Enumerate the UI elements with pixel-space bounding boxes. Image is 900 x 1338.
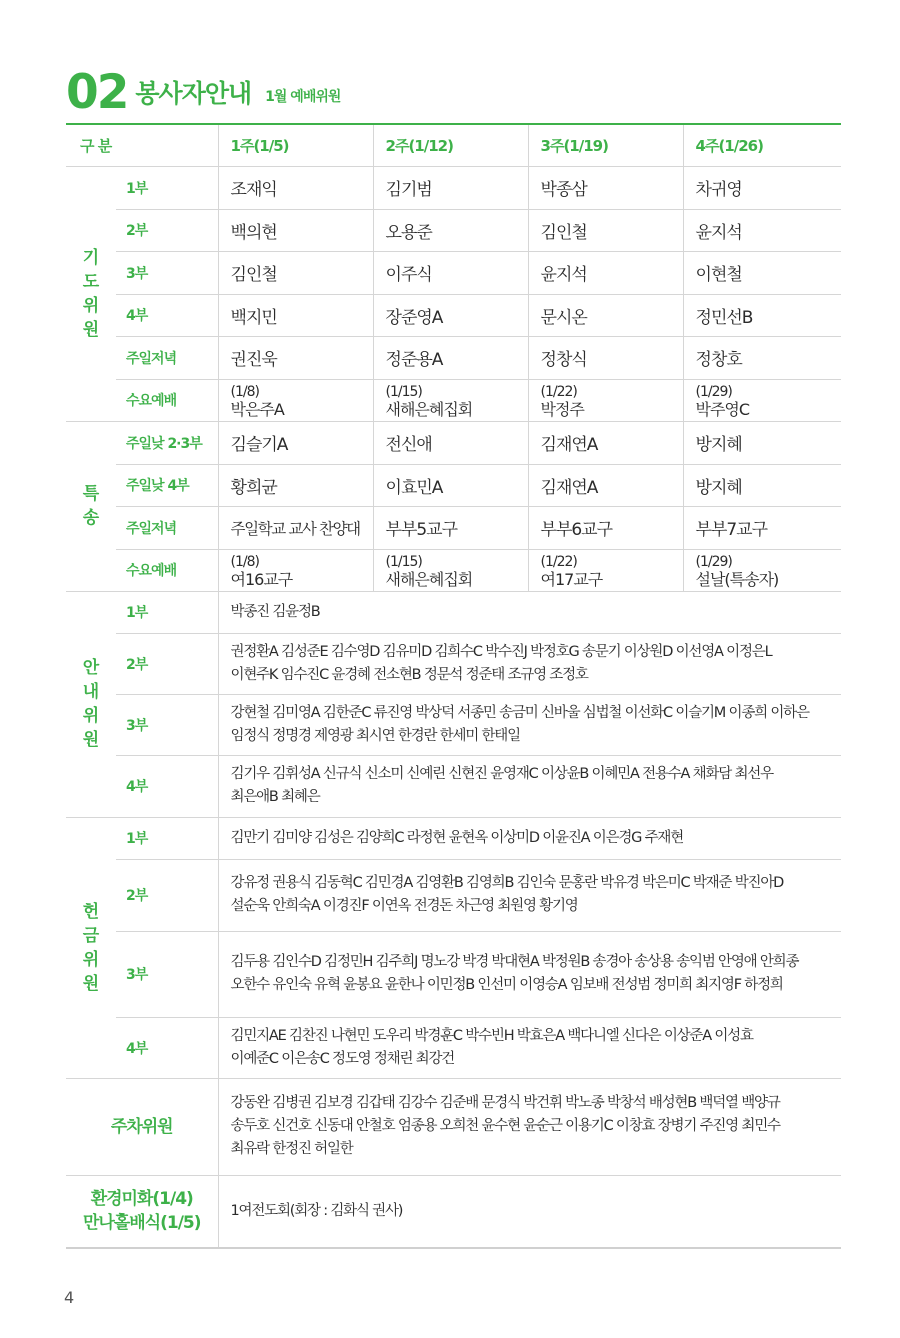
name-text: 여17교구 (540, 570, 603, 589)
table-row (66, 294, 841, 336)
table-row (66, 859, 841, 931)
row-label: 3부 (116, 251, 218, 294)
table-header-row (66, 124, 841, 166)
table-row (66, 379, 841, 421)
names-line: 임정식 정명경 제영광 최시연 한경란 한세미 한태일 (230, 727, 520, 744)
group-offering-text: 헌금위원 (82, 901, 100, 994)
date-text: (1/15) (385, 384, 422, 400)
table-cell: 부부6교구 (528, 506, 683, 549)
row-label: 4부 (116, 1017, 218, 1078)
name-text: 새해은혜집회 (385, 400, 473, 419)
table-cell: 권진욱 (218, 336, 373, 379)
row-label: 수요예배 (116, 549, 218, 591)
table-row (66, 817, 841, 859)
table-cell: 전신애 (373, 421, 528, 464)
names-line: 최은애B 최혜은 (230, 789, 320, 805)
table-cell (218, 549, 373, 591)
names-cell (218, 755, 841, 817)
names-line: 김기우 김휘성A 신규식 신소미 신예린 신현진 윤영재C 이상윤B 이혜민A 전용수A 채화담 최선우 (230, 766, 773, 782)
section-number: 02 (66, 65, 128, 120)
names-line: 박종진 김윤정B (230, 603, 320, 620)
table-cell (683, 379, 841, 421)
table-cell: 김인철 (218, 251, 373, 294)
names-line: 김민지AE 김찬진 나현민 도우리 박경훈C 박수빈H 박효은A 백다니엘 신다은 이상준A 이성효 (230, 1027, 753, 1044)
names-line: 이현주K 임수진C 윤경혜 전소현B 정문석 정준태 조규영 조정호 (230, 666, 588, 683)
table-cell: 정준용A (373, 336, 528, 379)
date-text: (1/22) (540, 384, 577, 400)
table-row (66, 931, 841, 1017)
date-text: (1/8) (230, 554, 259, 570)
group-prayer-label (66, 166, 116, 421)
header-week-1: 1주(1/5) (218, 124, 373, 166)
volunteer-table (66, 123, 841, 1249)
header-week-3: 3주(1/19) (528, 124, 683, 166)
name-text: 박은주A (230, 400, 284, 419)
table-cell: 정민선B (683, 294, 841, 336)
table-row (66, 506, 841, 549)
header-week-4: 4주(1/26) (683, 124, 841, 166)
names-cell (218, 817, 841, 859)
table-cell (373, 549, 528, 591)
row-label: 1부 (116, 817, 218, 859)
names-cell (218, 1017, 841, 1078)
table-cell (528, 379, 683, 421)
table-row (66, 251, 841, 294)
names-line: 김만기 김미양 김성은 김양희C 라정현 윤현옥 이상미D 이윤진A 이은경G 주재현 (230, 829, 684, 846)
table-row (66, 209, 841, 251)
table-cell: 김기범 (373, 166, 528, 209)
row-label: 주일저녁 (116, 336, 218, 379)
env-text: 1여전도회(회장 : 김화식 권사) (218, 1175, 841, 1248)
section-subtitle: 1월 예배위원 (265, 89, 341, 105)
table-cell: 차귀영 (683, 166, 841, 209)
names-cell (218, 633, 841, 694)
group-prayer-text: 기도위원 (82, 247, 100, 340)
names-line: 오한수 유인숙 유혁 윤봉요 윤한나 이민정B 인선미 이영승A 임보배 전성범 정미희 최지영F 하정희 (230, 977, 783, 993)
table-cell (683, 549, 841, 591)
table-row (66, 1017, 841, 1078)
table-row (66, 421, 841, 464)
names-cell (218, 591, 841, 633)
row-label: 2부 (116, 633, 218, 694)
table-row (66, 755, 841, 817)
names-line: 강유정 권용식 김동혁C 김민경A 김영환B 김영희B 김인숙 문홍란 박유경 박은미C 박재준 박진아D (230, 875, 784, 891)
names-cell (218, 859, 841, 931)
table-cell: 이현철 (683, 251, 841, 294)
group-usher-text: 안내위원 (82, 658, 100, 750)
table-cell: 방지혜 (683, 421, 841, 464)
env-label-line: 환경미화(1/4) (90, 1189, 193, 1210)
table-cell: 주일학교 교사 찬양대 (218, 506, 373, 549)
row-label: 주일낮 2·3부 (116, 421, 218, 464)
table-cell: 박종삼 (528, 166, 683, 209)
table-row (66, 694, 841, 755)
table-row (66, 1175, 841, 1248)
names-line: 최유락 한정진 허일한 (230, 1141, 353, 1157)
table-cell (373, 379, 528, 421)
table-cell: 김재연A (528, 464, 683, 506)
table-cell: 정창호 (683, 336, 841, 379)
name-text: 여16교구 (230, 570, 293, 589)
names-line: 김두용 김인수D 김정민H 김주희J 명노강 박경 박대현A 박정원B 송경아 송상용 송익범 안영애 안희종 (230, 954, 799, 970)
row-label: 2부 (116, 209, 218, 251)
row-label: 4부 (116, 755, 218, 817)
table-row (66, 633, 841, 694)
table-row (66, 166, 841, 209)
row-label: 1부 (116, 166, 218, 209)
table-cell: 장준영A (373, 294, 528, 336)
table-cell: 김인철 (528, 209, 683, 251)
name-text: 박정주 (540, 400, 584, 419)
row-label: 4부 (116, 294, 218, 336)
names-line: 설순욱 안희숙A 이경진F 이연옥 전경돈 차근영 최원영 황기영 (230, 898, 578, 914)
table-row (66, 464, 841, 506)
row-label: 3부 (116, 694, 218, 755)
row-label: 1부 (116, 591, 218, 633)
table-cell: 백의현 (218, 209, 373, 251)
name-text: 새해은혜집회 (385, 570, 473, 589)
env-label-line: 만나홀배식(1/5) (83, 1213, 201, 1234)
row-label: 3부 (116, 931, 218, 1017)
table-row (66, 591, 841, 633)
env-label (66, 1175, 218, 1248)
name-text: 설날(특송자) (695, 570, 779, 589)
row-label: 수요예배 (116, 379, 218, 421)
group-offering-label (66, 817, 116, 1078)
table-cell: 황희균 (218, 464, 373, 506)
table-cell: 부부7교구 (683, 506, 841, 549)
table-row (66, 336, 841, 379)
table-row (66, 549, 841, 591)
table-cell: 이주식 (373, 251, 528, 294)
header-week-2: 2주(1/12) (373, 124, 528, 166)
page-number: 4 (64, 1288, 75, 1307)
names-line: 이예준C 이은송C 정도영 정채린 최강건 (230, 1050, 455, 1067)
table-cell (528, 549, 683, 591)
names-cell (218, 931, 841, 1017)
table-cell: 문시온 (528, 294, 683, 336)
row-label: 주일저녁 (116, 506, 218, 549)
names-line: 강동완 김병권 김보경 김갑태 김강수 김준배 문경식 박건휘 박노종 박창석 배성현B 백덕열 백양규 (230, 1095, 780, 1111)
date-text: (1/8) (230, 384, 259, 400)
table-cell: 오용준 (373, 209, 528, 251)
date-text: (1/15) (385, 554, 422, 570)
date-text: (1/29) (695, 554, 732, 570)
table-row (66, 1078, 841, 1175)
table-cell: 이효민A (373, 464, 528, 506)
names-line: 송두호 신건호 신동대 안철호 엄종용 오희천 윤수현 윤순근 이용기C 이창효 장병기 주진영 최민수 (230, 1118, 780, 1134)
group-special-text: 특송 (82, 484, 100, 528)
group-special-label (66, 421, 116, 591)
table-cell: 백지민 (218, 294, 373, 336)
table-cell: 방지혜 (683, 464, 841, 506)
section-header (66, 62, 340, 118)
date-text: (1/29) (695, 384, 732, 400)
names-cell (218, 1078, 841, 1175)
parking-label: 주차위원 (66, 1078, 218, 1175)
table-cell: 조재익 (218, 166, 373, 209)
table-cell: 정창식 (528, 336, 683, 379)
section-title: 봉사자안내 (135, 79, 252, 108)
table-cell: 김슬기A (218, 421, 373, 464)
table-cell (218, 379, 373, 421)
table-cell: 부부5교구 (373, 506, 528, 549)
table-cell: 윤지석 (683, 209, 841, 251)
names-line: 강현철 김미영A 김한준C 류진영 박상덕 서종민 송금미 신바울 심법철 이선화C 이슬기M 이종희 이하은 (230, 704, 809, 721)
table-cell: 윤지석 (528, 251, 683, 294)
header-category: 구 분 (66, 124, 218, 166)
row-label: 2부 (116, 859, 218, 931)
group-usher-label (66, 591, 116, 817)
table-cell: 김재연A (528, 421, 683, 464)
row-label: 주일낮 4부 (116, 464, 218, 506)
name-text: 박주영C (695, 400, 750, 419)
names-line: 권정환A 김성준E 김수영D 김유미D 김희수C 박수진J 박정호G 송문기 이상원D 이선영A 이정은L (230, 643, 772, 660)
date-text: (1/22) (540, 554, 577, 570)
names-cell (218, 694, 841, 755)
